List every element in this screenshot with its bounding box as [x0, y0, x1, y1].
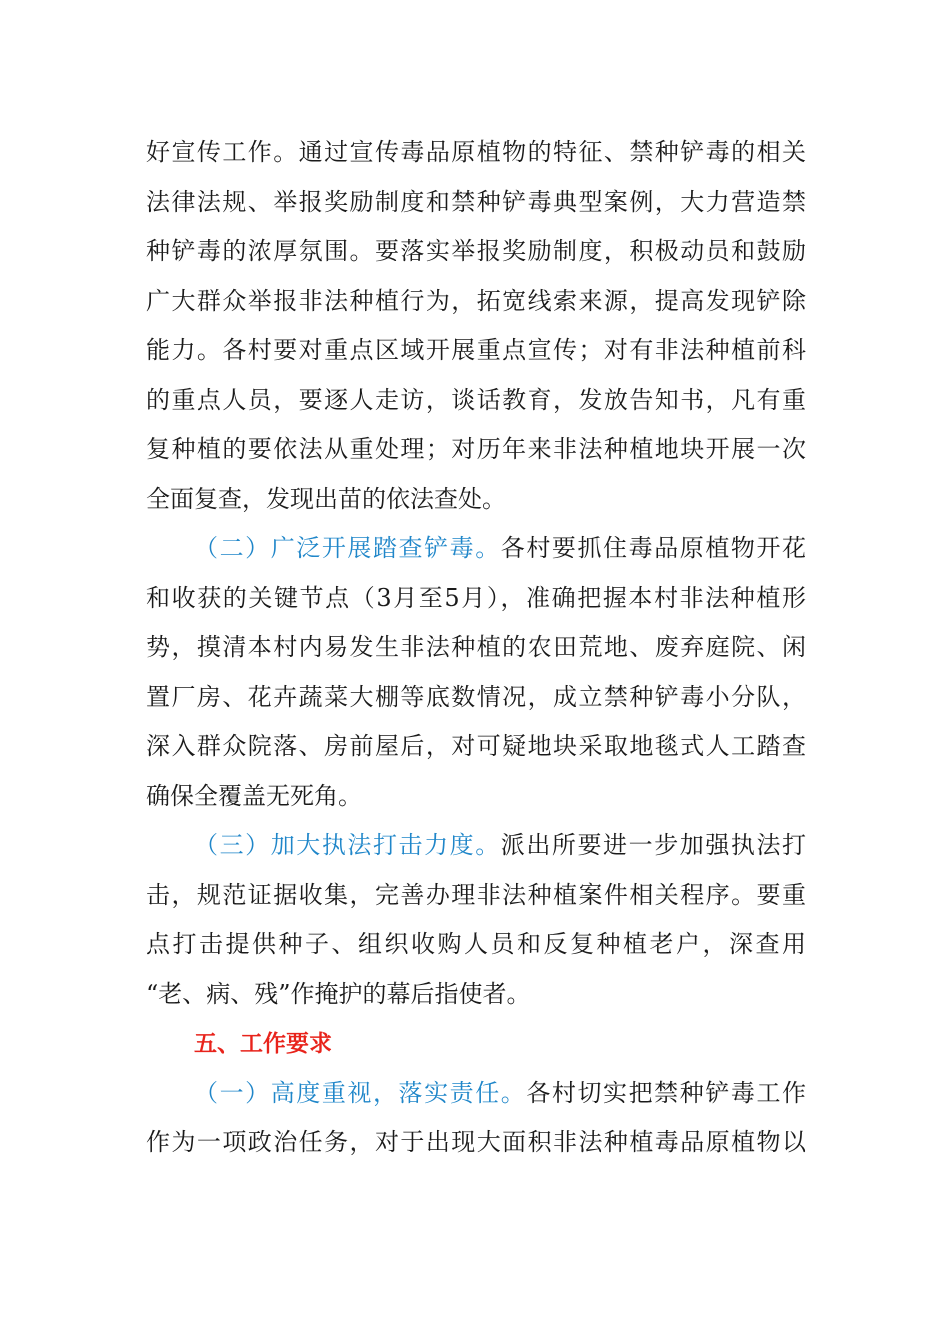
section-title: 五、工作要求 [194, 1031, 332, 1057]
text-line: 全面复查，发现出苗的依法查处。 [146, 484, 506, 513]
paragraph-first-line [146, 524, 806, 574]
text-line: 确保全覆盖无死角。 [146, 781, 362, 810]
text-line: 点打击提供种子、组织收购人员和反复种植老户，深查用 [146, 930, 806, 958]
subsection-heading: （一）高度重视，落实责任。 [194, 1078, 527, 1107]
text-line: 种铲毒的浓厚氛围。要落实举报奖励制度，积极动员和鼓励 [146, 237, 806, 265]
paragraph-first-line [146, 1069, 806, 1119]
subsection-heading: （三）加大执法打击力度。 [194, 831, 501, 859]
paragraph-first-line [146, 821, 806, 871]
subsection-heading: （二）广泛开展踏查铲毒。 [194, 534, 501, 562]
text-run: 各村切实把禁种铲毒工作 [526, 1078, 807, 1107]
text-line: 深入群众院落、房前屋后，对可疑地块采取地毯式人工踏查 [146, 732, 806, 760]
text-line: “老、病、残”作掩护的幕后指使者。 [146, 979, 531, 1008]
paragraph-publicity [146, 128, 806, 524]
text-line: 法律法规、举报奖励制度和禁种铲毒典型案例，大力营造禁 [146, 187, 806, 216]
text-line: 复种植的要依法从重处理；对历年来非法种植地块开展一次 [146, 435, 806, 463]
text-line: 势，摸清本村内易发生非法种植的农田荒地、废弃庭院、闲 [146, 633, 806, 661]
text-line: 广大群众举报非法种植行为，拓宽线索来源，提高发现铲除 [146, 286, 806, 315]
document-page [146, 128, 806, 1168]
paragraph-law-enforcement [146, 821, 806, 1019]
text-run: 派出所要进一步加强执法打 [500, 831, 807, 859]
text-line: 能力。各村要对重点区域开展重点宣传；对有非法种植前科 [146, 336, 806, 364]
section-heading [146, 1019, 806, 1069]
paragraph-field-inspection [146, 524, 806, 821]
paragraph-responsibility [146, 1069, 806, 1168]
text-line: 的重点人员，要逐人走访，谈话教育，发放告知书，凡有重 [146, 385, 806, 414]
text-line: 置厂房、花卉蔬菜大棚等底数情况，成立禁种铲毒小分队， [146, 682, 806, 711]
text-run: 各村要抓住毒品原植物开花 [500, 534, 807, 562]
text-line: 和收获的关键节点（3月至5月），准确把握本村非法种植形 [146, 583, 806, 612]
text-line: 击，规范证据收集，完善办理非法种植案件相关程序。要重 [146, 880, 806, 909]
text-line: 好宣传工作。通过宣传毒品原植物的特征、禁种铲毒的相关 [146, 138, 806, 166]
text-line: 作为一项政治任务，对于出现大面积非法种植毒品原植物以 [146, 1128, 806, 1156]
